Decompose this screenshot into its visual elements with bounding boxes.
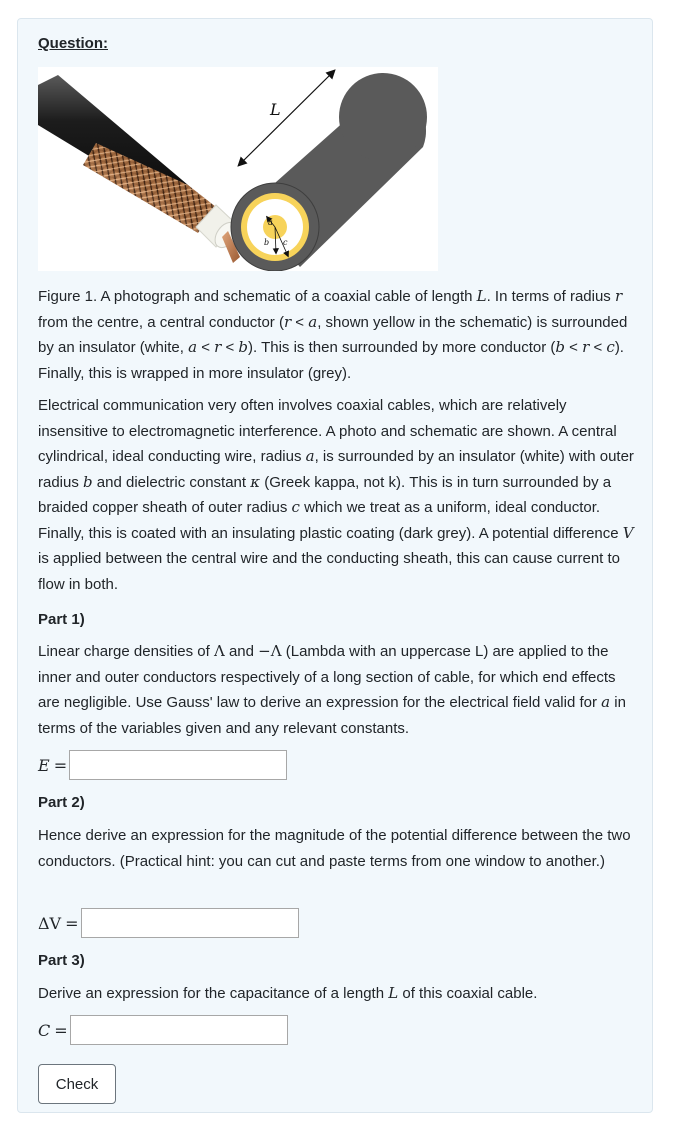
part-3-answer-row [38,1014,288,1046]
cable-photo [38,67,241,271]
question-heading: Question: [38,35,108,52]
part-1-answer-input[interactable] [69,750,287,780]
part-3-text: Derive an expression for the capacitance of a length L of this coaxial cable. [38,984,538,1002]
part-1-text: Linear charge densities of Λ and −Λ (Lambda with an uppercase L) are applied to the inner and outer conductors respectively of a long section of cable, for which end effects are negligible. Use Gauss' law to derive an expression for the electrical field valid for a in terms of the variables given and any relevant constants. [38,642,626,737]
part-1-answer-label: E = [38,755,68,775]
part-2-text: Hence derive an expression for the magnitude of the potential difference between the two conductors. (Practical hint: you can cut and paste terms from one window to another.) [38,827,631,870]
part-2-title: Part 2) [38,794,85,811]
part-3-title: Part 3) [38,952,85,969]
cable-schematic [231,71,427,271]
label-a: a [268,218,273,227]
coax-figure [38,67,438,271]
part-1-title: Part 1) [38,611,85,628]
part-3-answer-label: C = [38,1020,68,1040]
label-c: c [283,238,288,247]
label-b: b [264,238,270,247]
part-1-answer-row [38,749,287,781]
part-2-answer-label: ΔV = [38,913,79,933]
check-button[interactable]: Check [38,1064,116,1104]
part-2-answer-input[interactable] [81,908,299,938]
figure-caption: Figure 1. A photograph and schematic of a coaxial cable of length L. In terms of radius r from the centre, a central conductor (r < a, shown yellow in the schematic) is surrounded by an insulator (white, a < r < b). This is then surrounded by more conductor (b < r < c). Finally, this is wrapped in more insulator (grey). [38,287,628,382]
question-card [17,18,653,1113]
label-L: L [270,100,281,119]
question-intro: Electrical communication very often involves coaxial cables, which are relatively insensitive to electromagnetic interference. A photo and schematic are shown. A central cylindrical, ideal conducting wire, radius a, is surrounded by an insulator (white) with outer radius b and dielectric constant κ (Greek kappa, not k). This is in turn surrounded by a braided copper sheath of outer radius c which we treat as a uniform, ideal conductor. Finally, this is coated with an insulating plastic coating (dark grey). A potential difference V is applied between the central wire and the conducting sheath, this can cause current to flow in both. [38,397,634,593]
part-3-answer-input[interactable] [70,1015,288,1045]
part-2-answer-row [38,907,299,939]
coax-figure-svg [38,67,438,271]
